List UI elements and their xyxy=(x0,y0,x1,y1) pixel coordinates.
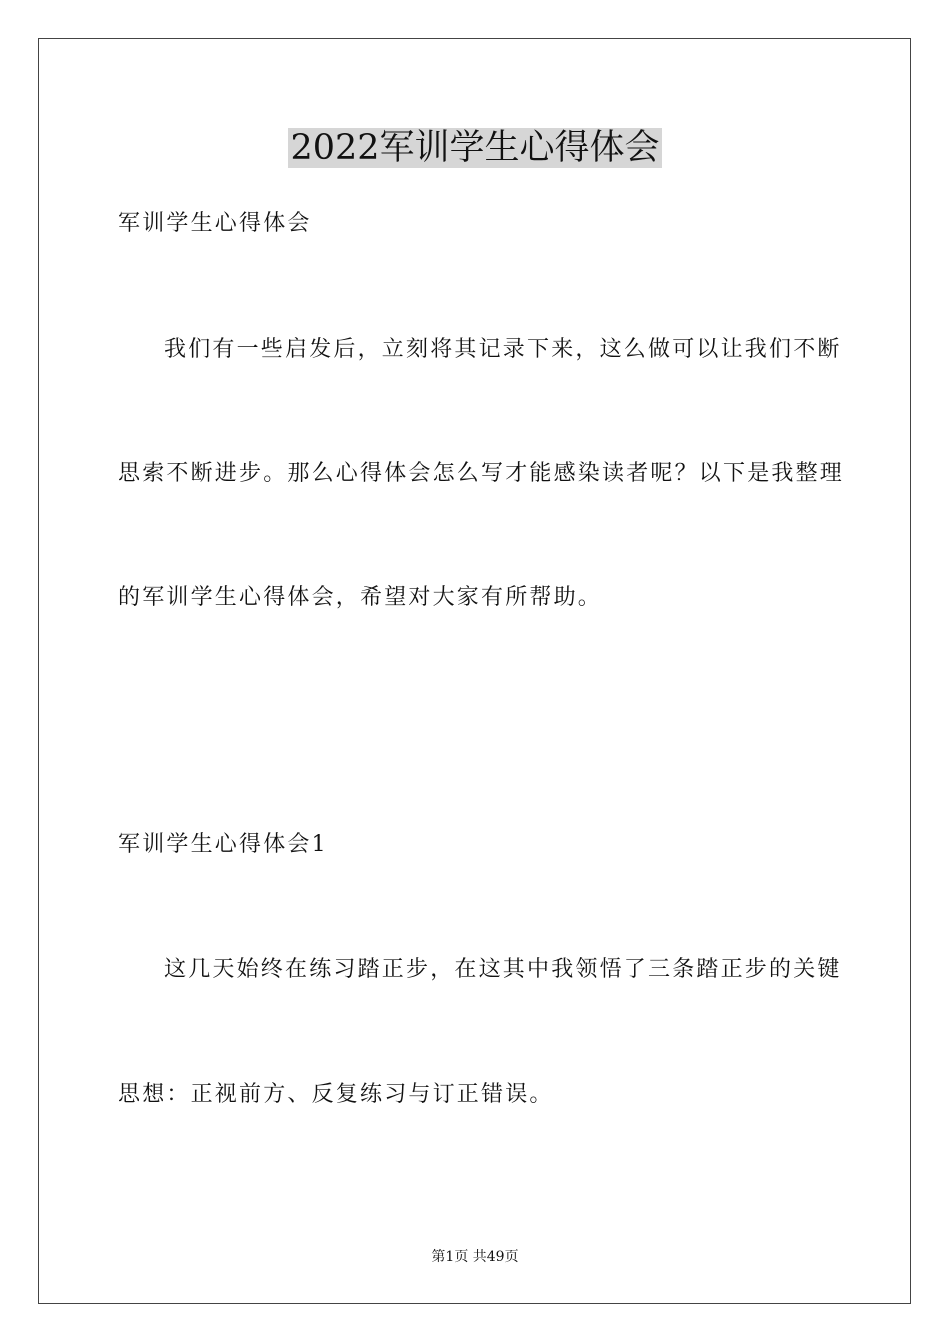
subtitle-line: 军训学生心得体会 xyxy=(118,211,312,236)
page-footer: 第1页 共49页 xyxy=(431,1249,519,1265)
paragraph-2-line-2: 思想：正视前方、反复练习与订正错误。 xyxy=(118,1082,554,1107)
paragraph-2-line-1: 这几天始终在练习踏正步，在这其中我领悟了三条踏正步的关键 xyxy=(164,957,842,982)
paragraph-1-line-1: 我们有一些启发后，立刻将其记录下来，这么做可以让我们不断 xyxy=(164,337,842,362)
document-title xyxy=(0,126,950,170)
title-text: 2022军训学生心得体会 xyxy=(290,128,660,168)
paragraph-1-line-2: 思索不断进步。那么心得体会怎么写才能感染读者呢？以下是我整理 xyxy=(118,461,845,486)
section-heading-1: 军训学生心得体会1 xyxy=(118,832,328,857)
paragraph-1-line-3: 的军训学生心得体会，希望对大家有所帮助。 xyxy=(118,585,603,610)
